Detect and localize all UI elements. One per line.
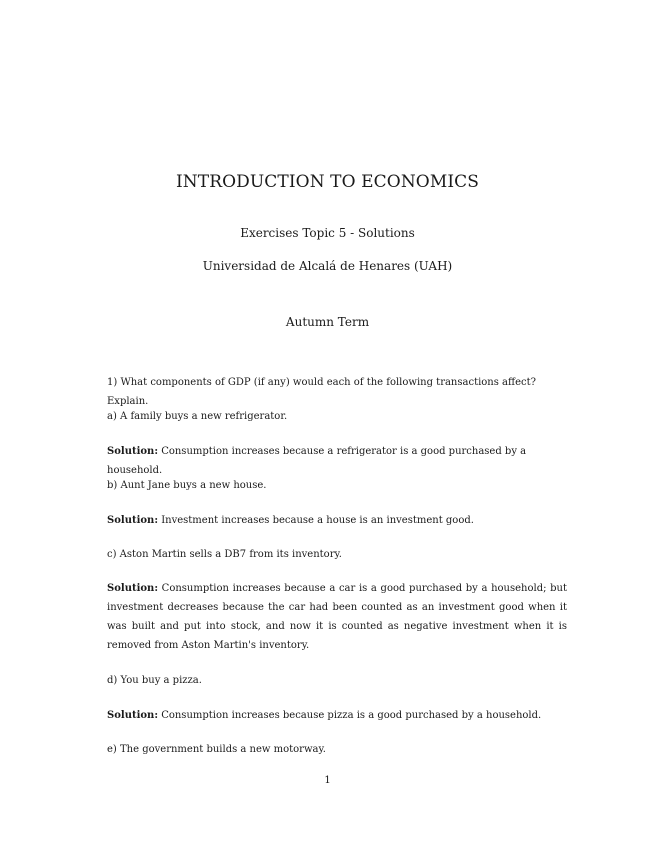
institution-name: Universidad de Alcalá de Henares (UAH) [202, 259, 453, 273]
solution-d-text: Consumption increases because pizza is a good purchased by a household. [158, 710, 542, 721]
solution-label: Solution: [107, 515, 159, 526]
solution-a-text: Consumption increases because a refrigerator is a good purchased by a household. [107, 446, 527, 476]
solution-label: Solution: [107, 583, 159, 594]
solution-c-text: Consumption increases because a car is a good purchased by a household; but investment decreases because the car had been counted as an investment good when it was built and put into stock, and now it is counted as negative investment when it is removed from Aston Martin's inventory. [107, 583, 567, 651]
term-label: Autumn Term [285, 315, 370, 329]
solution-b-text: Investment increases because a house is an investment good. [158, 515, 474, 526]
solution-label: Solution: [107, 710, 159, 721]
page-number: 1 [324, 775, 331, 786]
item-c: c) Aston Martin sells a DB7 from its inventory. [107, 549, 342, 560]
item-e: e) The government builds a new motorway. [107, 744, 326, 755]
solution-d [107, 706, 567, 725]
solution-c [107, 579, 567, 655]
solution-a [107, 442, 567, 480]
document-title: INTRODUCTION TO ECONOMICS [175, 172, 480, 192]
question-1: 1) What components of GDP (if any) would each of the following transactions affect? Explain. [107, 377, 537, 407]
document-subtitle: Exercises Topic 5 - Solutions [240, 226, 415, 240]
solution-label: Solution: [107, 446, 159, 457]
item-a: a) A family buys a new refrigerator. [107, 411, 288, 422]
item-d: d) You buy a pizza. [107, 675, 202, 686]
solution-b [107, 511, 567, 530]
item-b: b) Aunt Jane buys a new house. [107, 480, 267, 491]
